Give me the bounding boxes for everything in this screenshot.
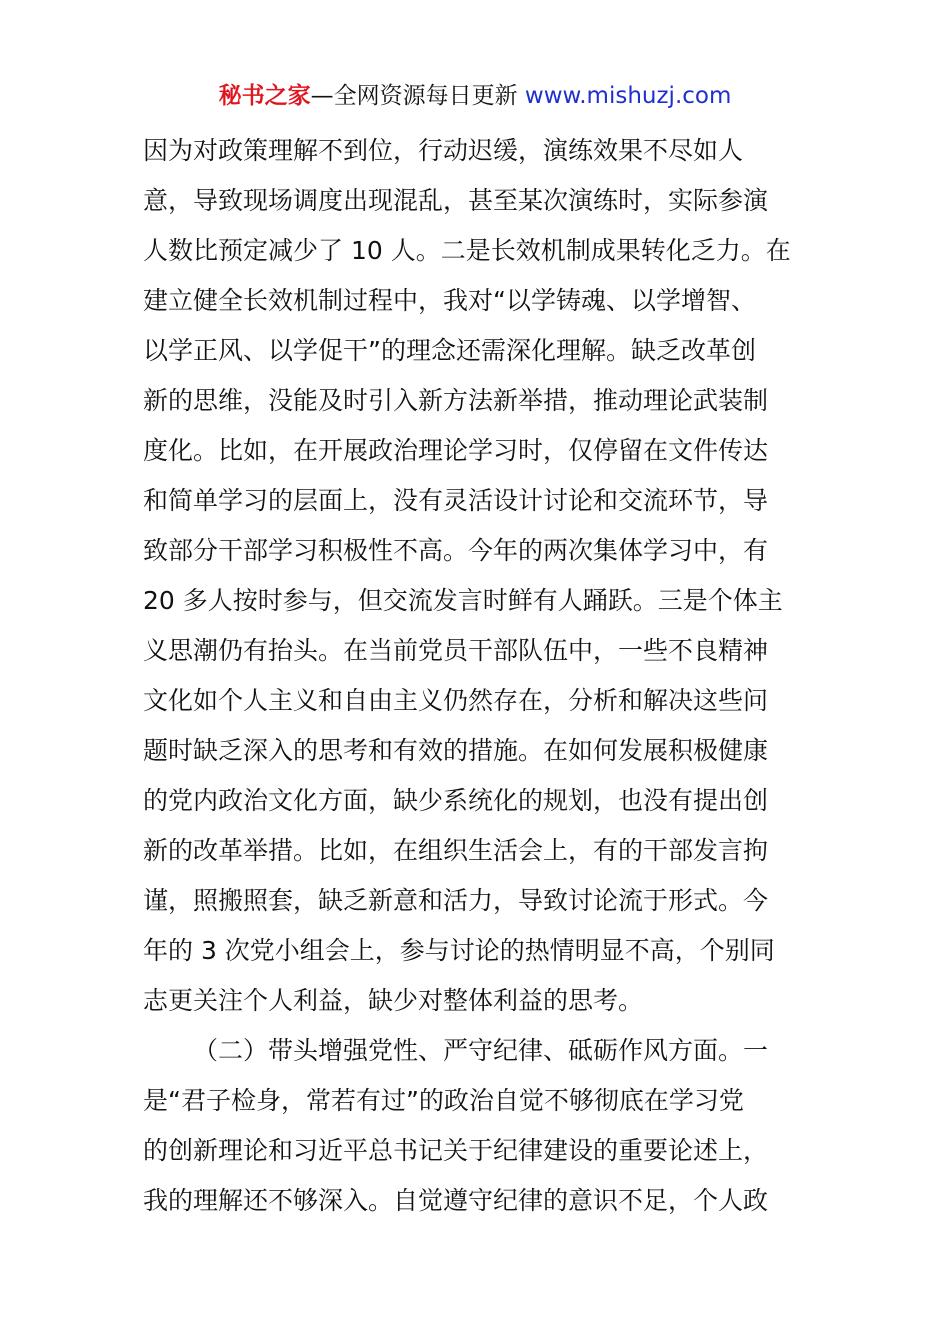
- text-line: 人数比预定减少了 10 人。二是长效机制成果转化乏力。在: [143, 236, 791, 265]
- text-line: 建立健全长效机制过程中，我对“以学铸魂、以学增智、: [143, 286, 756, 315]
- text-line: 因为对政策理解不到位，行动迟缓，演练效果不尽如人: [143, 136, 744, 165]
- text-line: 题时缺乏深入的思考和有效的措施。在如何发展积极健康: [143, 736, 769, 765]
- text-line: 的创新理论和习近平总书记关于纪律建设的重要论述上，: [143, 1136, 769, 1165]
- text-line: 新的思维，没能及时引入新方法新举措，推动理论武装制: [143, 386, 769, 415]
- site-header: [0, 80, 950, 112]
- site-url-link[interactable]: www.mishuzj.com: [524, 83, 732, 109]
- text-line: 新的改革举措。比如，在组织生活会上，有的干部发言拘: [143, 836, 769, 865]
- text-line: 度化。比如，在开展政治理论学习时，仅停留在文件传达: [143, 436, 769, 465]
- text-line: 文化如个人主义和自由主义仍然存在，分析和解决这些问: [143, 686, 769, 715]
- text-line: 意，导致现场调度出现混乱，甚至某次演练时，实际参演: [143, 186, 769, 215]
- text-line: 的党内政治文化方面，缺少系统化的规划，也没有提出创: [143, 786, 769, 815]
- text-line: 谨，照搬照套，缺乏新意和活力，导致讨论流于形式。今: [143, 886, 769, 915]
- text-line: 是“君子检身，常若有过”的政治自觉不够彻底在学习党: [143, 1086, 744, 1115]
- section-heading-line: （二）带头增强党性、严守纪律、砥砺作风方面。一: [193, 1036, 769, 1065]
- text-line: 和简单学习的层面上，没有灵活设计讨论和交流环节，导: [143, 486, 769, 515]
- text-line: 义思潮仍有抬头。在当前党员干部队伍中，一些不良精神: [143, 636, 769, 665]
- text-line: 致部分干部学习积极性不高。今年的两次集体学习中，有: [143, 536, 769, 565]
- text-line: 我的理解还不够深入。自觉遵守纪律的意识不足，个人政: [143, 1186, 769, 1215]
- document-body: [143, 126, 807, 1226]
- text-line: 年的 3 次党小组会上，参与讨论的热情明显不高，个别同: [143, 936, 775, 965]
- text-line: 以学正风、以学促干”的理念还需深化理解。缺乏改革创: [143, 336, 756, 365]
- site-brand: 秘书之家: [218, 83, 311, 109]
- site-tagline: —全网资源每日更新: [310, 83, 518, 109]
- text-line: 20 多人按时参与，但交流发言时鲜有人踊跃。三是个体主: [143, 586, 783, 615]
- text-line: 志更关注个人利益，缺少对整体利益的思考。: [143, 986, 644, 1015]
